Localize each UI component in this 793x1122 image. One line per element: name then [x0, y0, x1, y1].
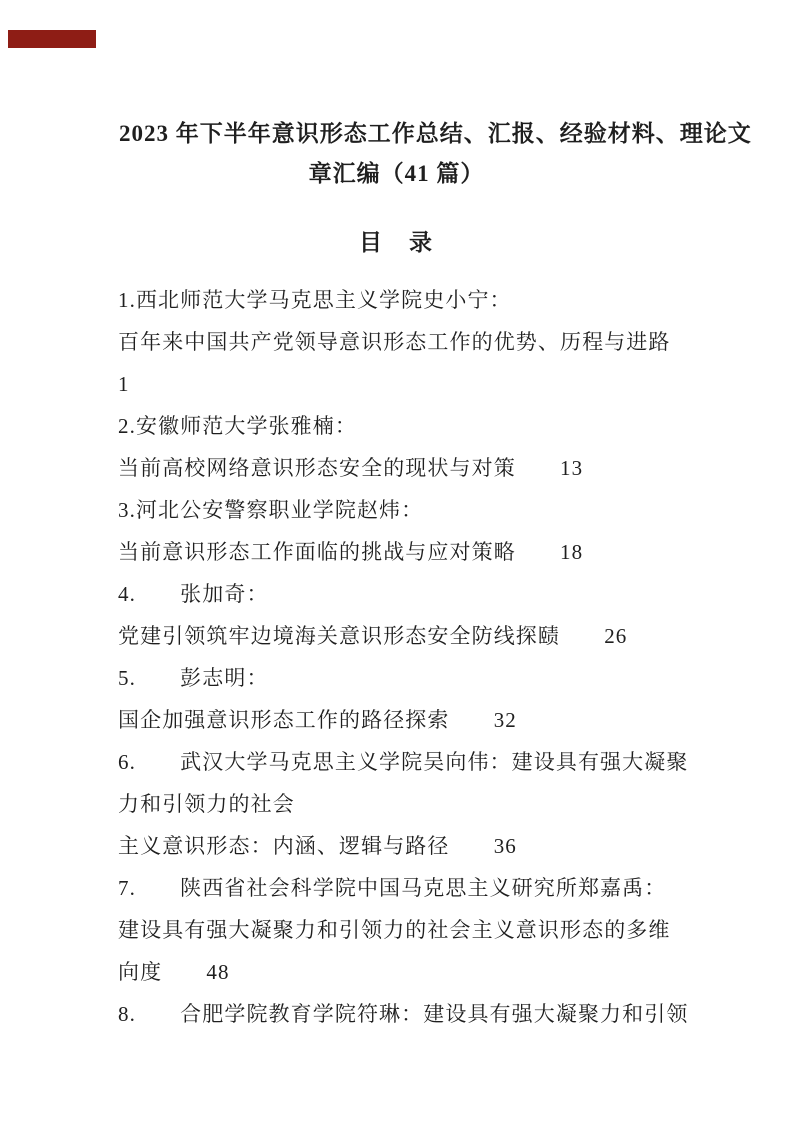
- toc-line: 8. 合肥学院教育学院符琳：建设具有强大凝聚力和引领: [118, 1002, 689, 1026]
- toc-line: 建设具有强大凝聚力和引领力的社会主义意识形态的多维: [118, 918, 671, 942]
- toc-line: 国企加强意识形态工作的路径探索 32: [118, 708, 517, 732]
- toc-line: 5. 彭志明：: [118, 666, 269, 690]
- red-banner: [8, 30, 96, 48]
- toc-line: 1.西北师范大学马克思主义学院史小宁：: [118, 288, 512, 312]
- title-line-2: 章汇编（41 篇）: [308, 161, 485, 186]
- toc-line: 党建引领筑牢边境海关意识形态安全防线探赜 26: [118, 624, 628, 648]
- toc-line: 3.河北公安警察职业学院赵炜：: [118, 498, 424, 522]
- toc-line: 7. 陕西省社会科学院中国马克思主义研究所郑嘉禹：: [118, 876, 667, 900]
- document-title: [119, 114, 752, 194]
- toc-list: [118, 279, 689, 1035]
- toc-line: 2.安徽师范大学张雅楠：: [118, 414, 357, 438]
- toc-line: 当前意识形态工作面临的挑战与应对策略 18: [118, 540, 584, 564]
- toc-line: 6. 武汉大学马克思主义学院吴向伟：建设具有强大凝聚: [118, 750, 689, 774]
- toc-line: 1: [118, 372, 130, 396]
- toc-heading: 目 录: [359, 230, 434, 255]
- toc-line: 向度 48: [118, 960, 230, 984]
- toc-line: 力和引领力的社会: [118, 792, 295, 816]
- toc-line: 主义意识形态：内涵、逻辑与路径 36: [118, 834, 517, 858]
- toc-line: 4. 张加奇：: [118, 582, 269, 606]
- toc-line: 当前高校网络意识形态安全的现状与对策 13: [118, 456, 584, 480]
- title-line-1: 2023 年下半年意识形态工作总结、汇报、经验材料、理论文: [119, 121, 752, 146]
- toc-line: 百年来中国共产党领导意识形态工作的优势、历程与进路: [118, 330, 671, 354]
